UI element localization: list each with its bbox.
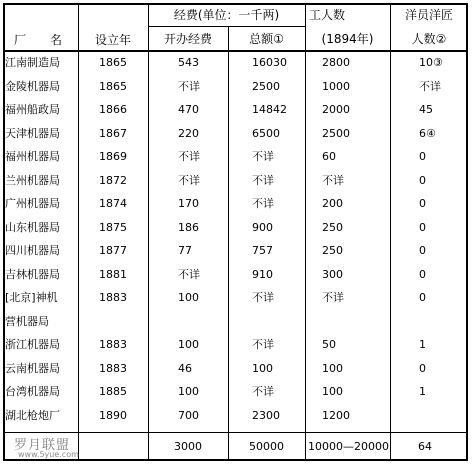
cell-year: 1875 xyxy=(99,220,127,234)
cell-year: 1890 xyxy=(99,408,127,422)
cell-year: 1865 xyxy=(99,79,127,93)
cell-workers: 200 xyxy=(322,197,343,210)
cell-year: 1865 xyxy=(99,56,127,69)
cell-factory: 天津机器局 xyxy=(5,126,60,140)
cell-total: 不详 xyxy=(252,173,274,187)
watermark-logo: 罗月联盟 xyxy=(14,438,71,453)
cell-year: 1883 xyxy=(99,338,127,351)
cell-start-cost: 220 xyxy=(178,126,199,140)
cell-year: 1866 xyxy=(99,103,127,116)
cell-foreign: 0 xyxy=(419,361,426,375)
cell-total: 不详 xyxy=(252,385,274,398)
cell-foreign: 0 xyxy=(419,244,426,257)
header-start-cost: 开办经费 xyxy=(163,32,212,46)
cell-start-cost: 186 xyxy=(178,220,199,234)
cell-year: 1877 xyxy=(99,244,127,257)
cell-factory: 广州机器局 xyxy=(5,197,60,210)
cell-start-cost: 不详 xyxy=(178,267,200,281)
cell-total: 不详 xyxy=(252,338,274,351)
cell-year: 1867 xyxy=(99,126,127,140)
cell-workers: 250 xyxy=(322,220,343,234)
cell-workers: 不详 xyxy=(322,291,344,304)
cell-factory: [北京]神机 xyxy=(5,291,58,304)
cell-year: 1874 xyxy=(99,197,127,210)
cell-start-cost: 不详 xyxy=(178,150,200,163)
totals-divider xyxy=(3,432,468,433)
cell-start-cost: 46 xyxy=(178,361,192,375)
cell-start-cost: 170 xyxy=(178,197,199,210)
cell-year: 1883 xyxy=(99,291,127,304)
cell-year: 1885 xyxy=(99,385,127,398)
cell-workers: 1000 xyxy=(322,79,350,93)
cell-total: 910 xyxy=(252,267,273,281)
header-factory: 厂 名 xyxy=(14,33,63,47)
cell-start-cost: 470 xyxy=(178,103,199,116)
col-divider xyxy=(148,3,149,461)
cell-year: 1872 xyxy=(99,173,127,187)
cell-foreign: 6④ xyxy=(419,126,436,140)
cell-factory: 吉林机器局 xyxy=(5,267,60,281)
cell-factory: 金陵机器局 xyxy=(5,79,60,93)
cell-workers: 100 xyxy=(322,385,343,398)
cell-year: 1883 xyxy=(99,361,127,375)
cell-start-cost: 不详 xyxy=(178,79,200,93)
header-workers: 工人数 xyxy=(309,8,346,22)
cell-start-cost: 77 xyxy=(178,244,192,257)
cell-foreign: 0 xyxy=(419,220,426,234)
cell-foreign: 0 xyxy=(419,267,426,281)
cell-factory: 四川机器局 xyxy=(5,244,60,257)
cell-factory: 云南机器局 xyxy=(5,361,60,375)
cell-factory: 兰州机器局 xyxy=(5,173,60,187)
cell-total: 16030 xyxy=(252,56,287,69)
cell-total: 2300 xyxy=(252,408,280,422)
cell-year: 1869 xyxy=(99,150,127,163)
cell-factory: 浙江机器局 xyxy=(5,338,60,351)
cell-workers: 250 xyxy=(322,244,343,257)
cell-workers: 60 xyxy=(322,150,336,163)
header-total: 总额① xyxy=(249,32,284,46)
cell-total: 100 xyxy=(252,361,273,375)
cell-total: 不详 xyxy=(252,291,274,304)
cell-total: 900 xyxy=(252,220,273,234)
cell-factory: 台湾机器局 xyxy=(5,385,60,398)
cell-start-cost: 100 xyxy=(178,338,199,351)
header-foreign-line2: 人数② xyxy=(411,32,447,46)
cell-foreign: 10③ xyxy=(419,56,443,69)
cell-workers: 不详 xyxy=(322,173,344,187)
cell-total: 不详 xyxy=(252,197,274,210)
header-funds-group: 经费(单位：一千两) xyxy=(173,8,280,22)
cell-start-cost: 543 xyxy=(178,56,199,69)
col-divider xyxy=(390,3,391,461)
cell-workers: 2000 xyxy=(322,103,350,116)
cell-foreign: 0 xyxy=(419,291,426,304)
cell-factory: 山东机器局 xyxy=(5,220,60,234)
cell-total: 14842 xyxy=(252,103,287,116)
cell-total: 不详 xyxy=(252,150,274,163)
header-year: 设立年 xyxy=(94,33,131,47)
cell-foreign: 45 xyxy=(419,103,433,116)
total-start: 3000 xyxy=(174,440,202,453)
header-divider xyxy=(3,50,468,52)
total-foreign: 64 xyxy=(418,440,432,453)
cell-factory-line2: 营机器局 xyxy=(5,314,49,328)
cell-workers: 2500 xyxy=(322,126,350,140)
cell-workers: 2800 xyxy=(322,56,350,69)
cell-foreign: 1 xyxy=(419,385,426,398)
cell-foreign: 1 xyxy=(419,338,426,351)
cell-workers: 50 xyxy=(322,338,336,351)
total-total: 50000 xyxy=(249,440,284,453)
cell-start-cost: 不详 xyxy=(178,173,200,187)
cell-foreign: 0 xyxy=(419,150,426,163)
cell-year: 1881 xyxy=(99,267,127,281)
cell-foreign: 不详 xyxy=(419,79,441,93)
header-workers-year: (1894年) xyxy=(321,32,374,46)
cell-workers: 100 xyxy=(322,361,343,375)
watermark-url: www.5yue.com xyxy=(18,450,79,459)
total-workers: 10000—20000 xyxy=(308,440,389,453)
cell-factory: 福州船政局 xyxy=(5,103,60,116)
cell-start-cost: 100 xyxy=(178,385,199,398)
cell-factory: 湖北枪炮厂 xyxy=(5,408,60,422)
col-divider xyxy=(305,3,306,461)
cell-start-cost: 100 xyxy=(178,291,199,304)
subheader-divider xyxy=(148,26,305,27)
col-divider xyxy=(228,26,229,461)
cell-foreign: 0 xyxy=(419,197,426,210)
cell-workers: 300 xyxy=(322,267,343,281)
cell-factory: 福州机器局 xyxy=(5,150,60,163)
cell-start-cost: 700 xyxy=(178,408,199,422)
cell-foreign: 0 xyxy=(419,173,426,187)
cell-total: 2500 xyxy=(252,79,280,93)
header-foreign-line1: 洋员洋匠 xyxy=(404,8,453,22)
cell-total: 6500 xyxy=(252,126,280,140)
cell-workers: 1200 xyxy=(322,408,350,422)
cell-factory: 江南制造局 xyxy=(5,56,60,69)
cell-total: 757 xyxy=(252,244,273,257)
